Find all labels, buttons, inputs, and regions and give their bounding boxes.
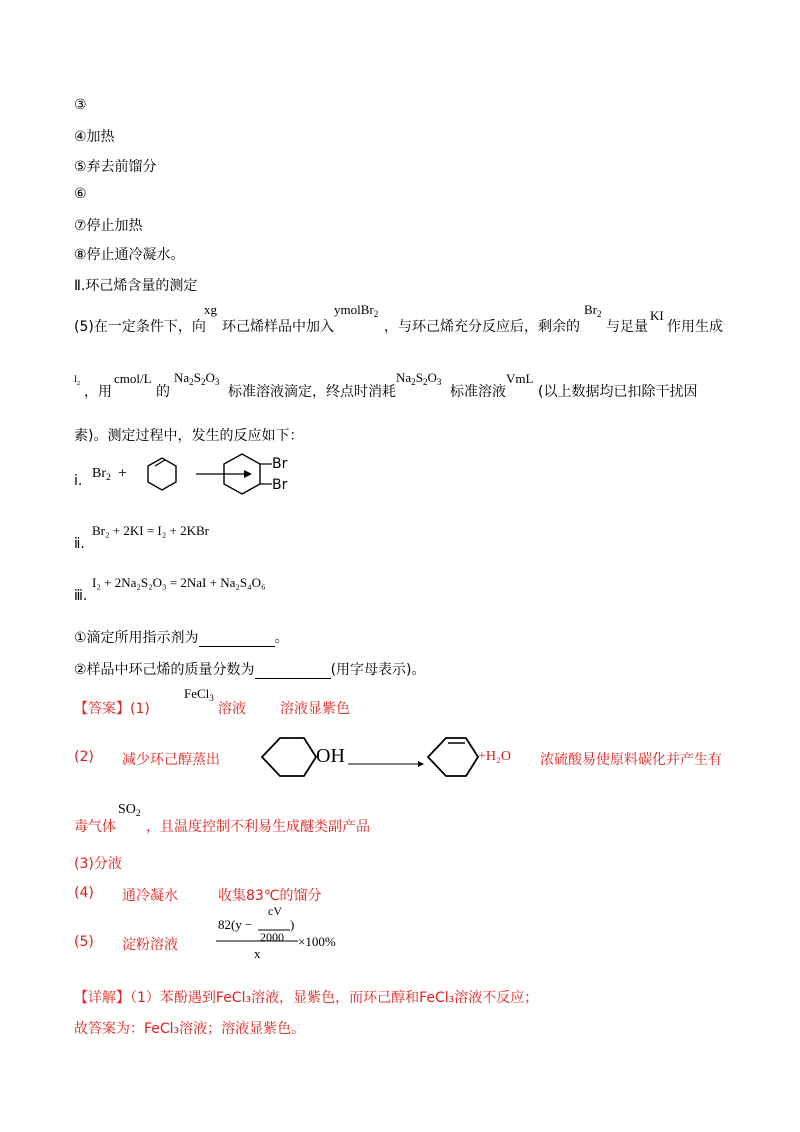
- q5-xg: xg: [204, 302, 217, 317]
- subq-2: ②样品中环己烯的质量分数为 (用字母表示)。: [74, 662, 426, 678]
- reaction-i-br-a: Br: [272, 456, 288, 472]
- formula-cv: cV: [268, 904, 282, 918]
- q5-line1-b: 环己烯样品中加入: [222, 319, 334, 335]
- detail-line2: 故答案为：FeCl₃溶液；溶液显紫色。: [74, 1021, 306, 1037]
- reaction-iii-equation: I₂ + 2Na₂S₂O₃ = 2NaI + Na₂S₄O₆: [92, 575, 266, 590]
- formula-pct: ×100%: [298, 934, 336, 949]
- q5-line2-e: (以上数据均已扣除干扰因: [538, 384, 698, 400]
- q5-line1-c: ，与环己烯充分反应后，剩余的: [384, 319, 580, 335]
- q5-ki: KI: [650, 308, 664, 323]
- answer-2c: 浓硫酸易使原料碳化并产生有: [540, 752, 722, 768]
- reaction-iii-label: ⅲ.: [74, 588, 88, 604]
- q5-vml: VmL: [506, 371, 534, 386]
- reaction-i-plus: +: [118, 465, 128, 482]
- subq-1: ①滴定所用指示剂为 。: [74, 630, 289, 646]
- answer-2e: ，且温度控制不利易生成醚类副产品: [146, 819, 370, 835]
- q5-cmol: cmol/L: [114, 371, 152, 386]
- detail-line1: 【详解】（1）苯酚遇到FeCl₃溶液，显紫色，而环己醇和FeCl₃溶液不反应；: [74, 990, 539, 1006]
- answer-4-num: (4): [74, 885, 94, 901]
- answer-so2: $SO_2$: [118, 802, 141, 819]
- answer-3: (3)分液: [74, 856, 122, 872]
- reaction-i-label: ⅰ.: [74, 473, 83, 489]
- formula-x: x: [254, 946, 261, 961]
- answer-fecl3: FeCl$_3$: [184, 686, 214, 703]
- answer-1c: 溶液显紫色: [280, 701, 350, 717]
- answer-2d: 毒气体: [74, 819, 116, 835]
- q5-na2s2o3-b: $Na_2S_2O_3$: [396, 370, 442, 387]
- answer-2-num: (2): [74, 749, 94, 765]
- q5-line1-d: 与足量: [606, 319, 648, 335]
- section-title: Ⅱ.环己烯含量的测定: [74, 278, 198, 294]
- formula-82: 82(y −: [218, 917, 253, 932]
- formula-close: ): [290, 917, 295, 932]
- step-7: ⑦停止加热: [74, 218, 143, 234]
- q5-line2-c: 标准溶液滴定，终点时消耗: [228, 384, 396, 400]
- answer-5b: 淀粉溶液: [122, 937, 178, 953]
- q5-br2: $Br_2$: [584, 302, 602, 319]
- answer-oh: OH: [316, 745, 345, 767]
- q5-line2-b: 的: [156, 384, 170, 400]
- answer-4b: 通冷凝水: [122, 888, 178, 904]
- reaction-i-br2: $Br_2$: [92, 466, 111, 483]
- reaction-ii-label: ⅱ.: [74, 536, 85, 552]
- reaction-i-br-b: Br: [272, 477, 288, 493]
- answer-4c: 收集83℃的馏分: [218, 888, 322, 904]
- q5-line3: 素)。测定过程中，发生的反应如下：: [74, 428, 304, 444]
- step-3: ③: [74, 97, 87, 113]
- q5-i2: $I_2$: [74, 374, 81, 387]
- answer-label: 【答案】(1): [74, 701, 150, 717]
- answer-2b: 减少环己醇蒸出: [122, 752, 220, 768]
- formula-2000: 2000: [260, 930, 284, 944]
- answer-h2o: +H₂O: [478, 749, 511, 764]
- q5-na2s2o3-a: $Na_2S_2O_3$: [174, 370, 220, 387]
- step-5: ⑤弃去前馏分: [74, 159, 157, 175]
- answer-1b: 溶液: [218, 701, 246, 717]
- step-8: ⑧停止通冷凝水。: [74, 247, 185, 263]
- q5-line1-e: 作用生成: [667, 319, 723, 335]
- q5-line1-a: (5)在一定条件下，向: [74, 319, 206, 335]
- answer-5-num: (5): [74, 934, 94, 950]
- q5-line2-d: 标准溶液: [450, 384, 506, 400]
- q5-line2-a: ，用: [84, 384, 112, 400]
- reaction-ii-equation: Br₂ + 2KI = I₂ + 2KBr: [92, 523, 209, 538]
- step-6: ⑥: [74, 186, 87, 202]
- step-4: ④加热: [74, 129, 115, 145]
- q5-ymol: ymolBr$_2$: [334, 302, 379, 319]
